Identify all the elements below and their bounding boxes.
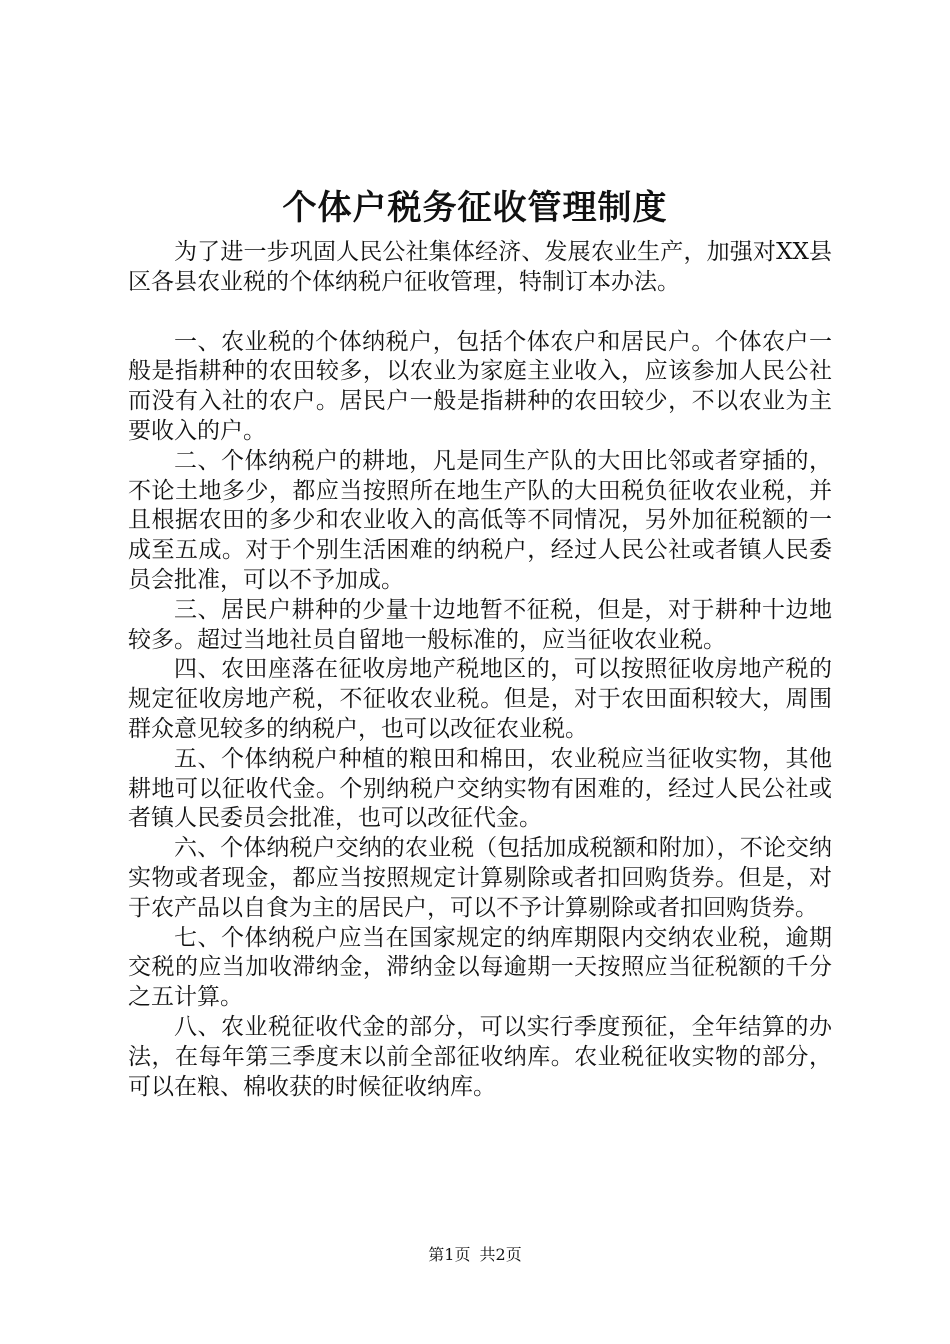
page-footer: [0, 1244, 950, 1266]
article-paragraph-2: 二、个体纳税户的耕地，凡是同生产队的大田比邻或者穿插的，不论土地多少，都应当按照所在地生产队的大田税负征收农业税，并且根据农田的多少和农业收入的高低等不同情况，另外加征税额的一成至五成。对于个别生活困难的纳税户，经过人民公社或者镇人民委员会批准，可以不予加成。: [128, 447, 832, 593]
document-body: [128, 238, 832, 1102]
intro-paragraph: 为了进一步巩固人民公社集体经济、发展农业生产，加强对XX县区各县农业税的个体纳税户征收管理，特制订本办法。: [128, 239, 832, 295]
article-paragraph-6: 六、个体纳税户交纳的农业税（包括加成税额和附加），不论交纳实物或者现金，都应当按照规定计算剔除或者扣回购货券。但是，对于农产品以自食为主的居民户，可以不予计算剔除或者扣回购货券。: [128, 835, 832, 921]
article-paragraph-4: 四、农田座落在征收房地产税地区的，可以按照征收房地产税的规定征收房地产税，不征收农业税。但是，对于农田面积较大，周围群众意见较多的纳税户，也可以改征农业税。: [128, 656, 832, 742]
document-title: 个体户税务征收管理制度: [282, 188, 668, 228]
article-paragraph-7: 七、个体纳税户应当在国家规定的纳库期限内交纳农业税，逾期交税的应当加收滞纳金，滞纳金以每逾期一天按照应当征税额的千分之五计算。: [128, 924, 832, 1011]
page-total: 共2页: [479, 1245, 522, 1264]
article-paragraph-8: 八、农业税征收代金的部分，可以实行季度预征，全年结算的办法，在每年第三季度末以前全部征收纳库。农业税征收实物的部分，可以在粮、棉收获的时候征收纳库。: [128, 1013, 832, 1100]
article-paragraph-5: 五、个体纳税户种植的粮田和棉田，农业税应当征收实物，其他耕地可以征收代金。个别纳税户交纳实物有困难的，经过人民公社或者镇人民委员会批准，也可以改征代金。: [128, 745, 832, 832]
page-number: 第1页: [428, 1245, 471, 1264]
article-paragraph-3: 三、居民户耕种的少量十边地暂不征税，但是，对于耕种十边地较多。超过当地社员自留地一般标准的，应当征收农业税。: [128, 596, 832, 653]
article-paragraph-1: 一、农业税的个体纳税户，包括个体农户和居民户。个体农户一般是指耕种的农田较多，以农业为家庭主业收入，应该参加人民公社而没有入社的农户。居民户一般是指耕种的农田较少，不以农业为主要收入的户。: [128, 328, 832, 444]
